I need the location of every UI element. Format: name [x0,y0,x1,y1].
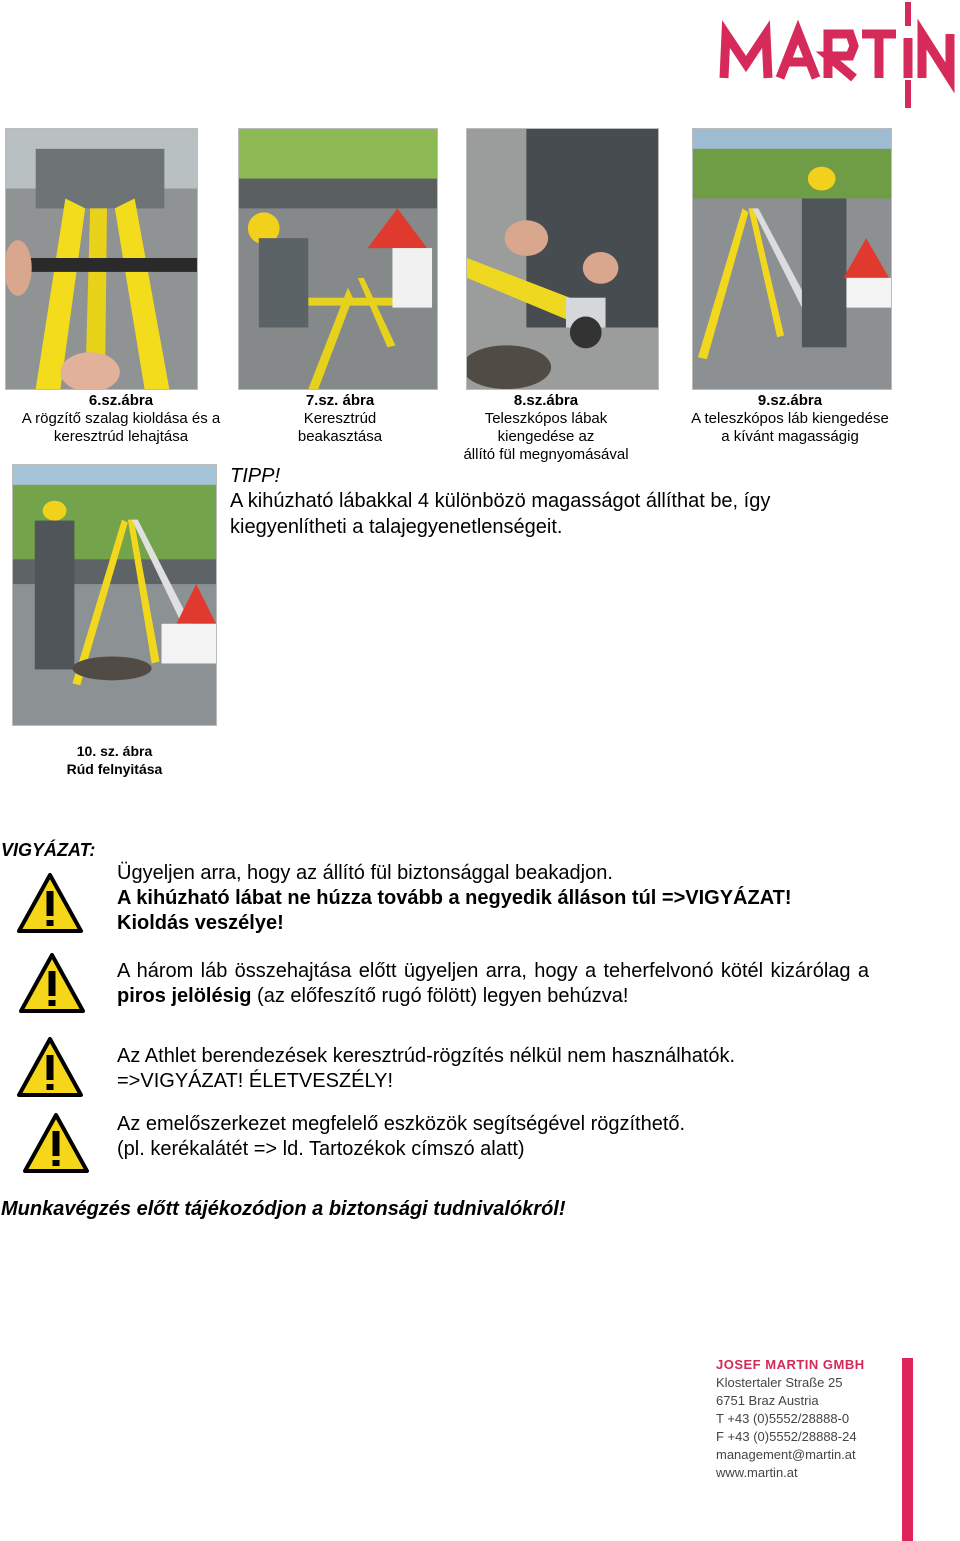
figure-6-caption [5,392,237,446]
figure-8-photo [466,128,659,390]
warning-4-text [117,1112,685,1162]
address-street: Klostertaler Straße 25 [716,1375,843,1390]
figure-8-caption [446,392,646,464]
warning-1-line: Kioldás veszélye! [117,912,284,934]
warning-1-line: Ügyeljen arra, hogy az állító fül biztonsággal beakadjon. [117,862,613,884]
warning-1-text [117,861,792,936]
warning-2-bold: piros jelölésig [117,985,252,1007]
warning-2-part: A három láb összehajtása előtt ügyeljen arra, hogy a teherfelvonó kötél kizárólag a [117,960,869,982]
footer-accent-bar [902,1358,913,1541]
figure-10-caption [12,742,217,778]
warning-triangle-icon [16,1036,84,1098]
warning-4-line: Az emelőszerkezet megfelelő eszközök segítségével rögzíthető. [117,1113,686,1135]
address-city: 6751 Braz Austria [716,1393,819,1408]
figure-7-caption-line: Keresztrúd [303,410,377,427]
figure-8-number: 8.sz.ábra [513,392,579,409]
address-web[interactable]: www.martin.at [716,1465,798,1480]
warning-triangle-icon [16,872,84,934]
tip-title: TIPP! [230,465,281,487]
figure-6-caption-line: keresztrúd lehajtása [53,428,189,445]
figure-6-photo [5,128,198,390]
company-address [716,1356,865,1482]
tip-text: A kihúzható lábakkal 4 különbözö magasságot állíthat be, így kiegyenlítheti a talajegyenetlenségeit. [230,490,771,538]
martin-logo [718,0,960,112]
figure-10-caption-text: Rúd felnyitása [66,761,163,777]
address-phone: T +43 (0)5552/28888-0 [716,1411,850,1426]
warning-heading: VIGYÁZAT: [1,840,96,860]
figure-10-photo [12,464,217,726]
address-email[interactable]: management@martin.at [716,1447,856,1462]
figure-7-caption [250,392,430,446]
figure-10-number: 10. sz. ábra [76,743,153,759]
warning-3-line: =>VIGYÁZAT! ÉLETVESZÉLY! [117,1070,394,1092]
figure-7-caption-line: beakasztása [297,428,383,445]
figure-8-caption-line: állító fül megnyomásával [463,446,629,463]
warning-2-text [117,959,869,1009]
address-fax: F +43 (0)5552/28888-24 [716,1429,857,1444]
figure-8-caption-line: kiengedése az [497,428,595,445]
figure-7-photo [238,128,438,390]
warning-2-part: (az előfeszítő rugó fölött) legyen behúzva! [251,985,629,1007]
warning-triangle-icon [22,1112,90,1174]
figure-9-caption-line: a kívánt magasságig [721,428,859,445]
figure-7-number: 7.sz. ábra [305,392,375,409]
figure-9-photo [692,128,892,390]
warning-3-line: Az Athlet berendezések keresztrúd-rögzítés nélkül nem használhatók. [117,1045,736,1067]
closing-note: Munkavégzés előtt tájékozódjon a biztonsági tudnivalókról! [1,1198,566,1220]
warning-3-text [117,1044,735,1094]
figure-6-number: 6.sz.ábra [88,392,154,409]
warning-4-line: (pl. kerékalátét => ld. Tartozékok címszó alatt) [117,1138,525,1160]
figure-8-caption-line: Teleszkópos lábak [484,410,608,427]
figure-6-caption-line: A rögzítő szalag kioldása és a [21,410,221,427]
figure-9-caption [672,392,908,446]
company-name: JOSEF MARTIN GMBH [716,1357,865,1372]
warning-triangle-icon [18,952,86,1014]
warning-1-line: A kihúzható lábat ne húzza tovább a negyedik álláson túl =>VIGYÁZAT! [117,887,792,909]
figure-9-caption-line: A teleszkópos láb kiengedése [691,410,889,427]
figure-9-number: 9.sz.ábra [757,392,823,409]
